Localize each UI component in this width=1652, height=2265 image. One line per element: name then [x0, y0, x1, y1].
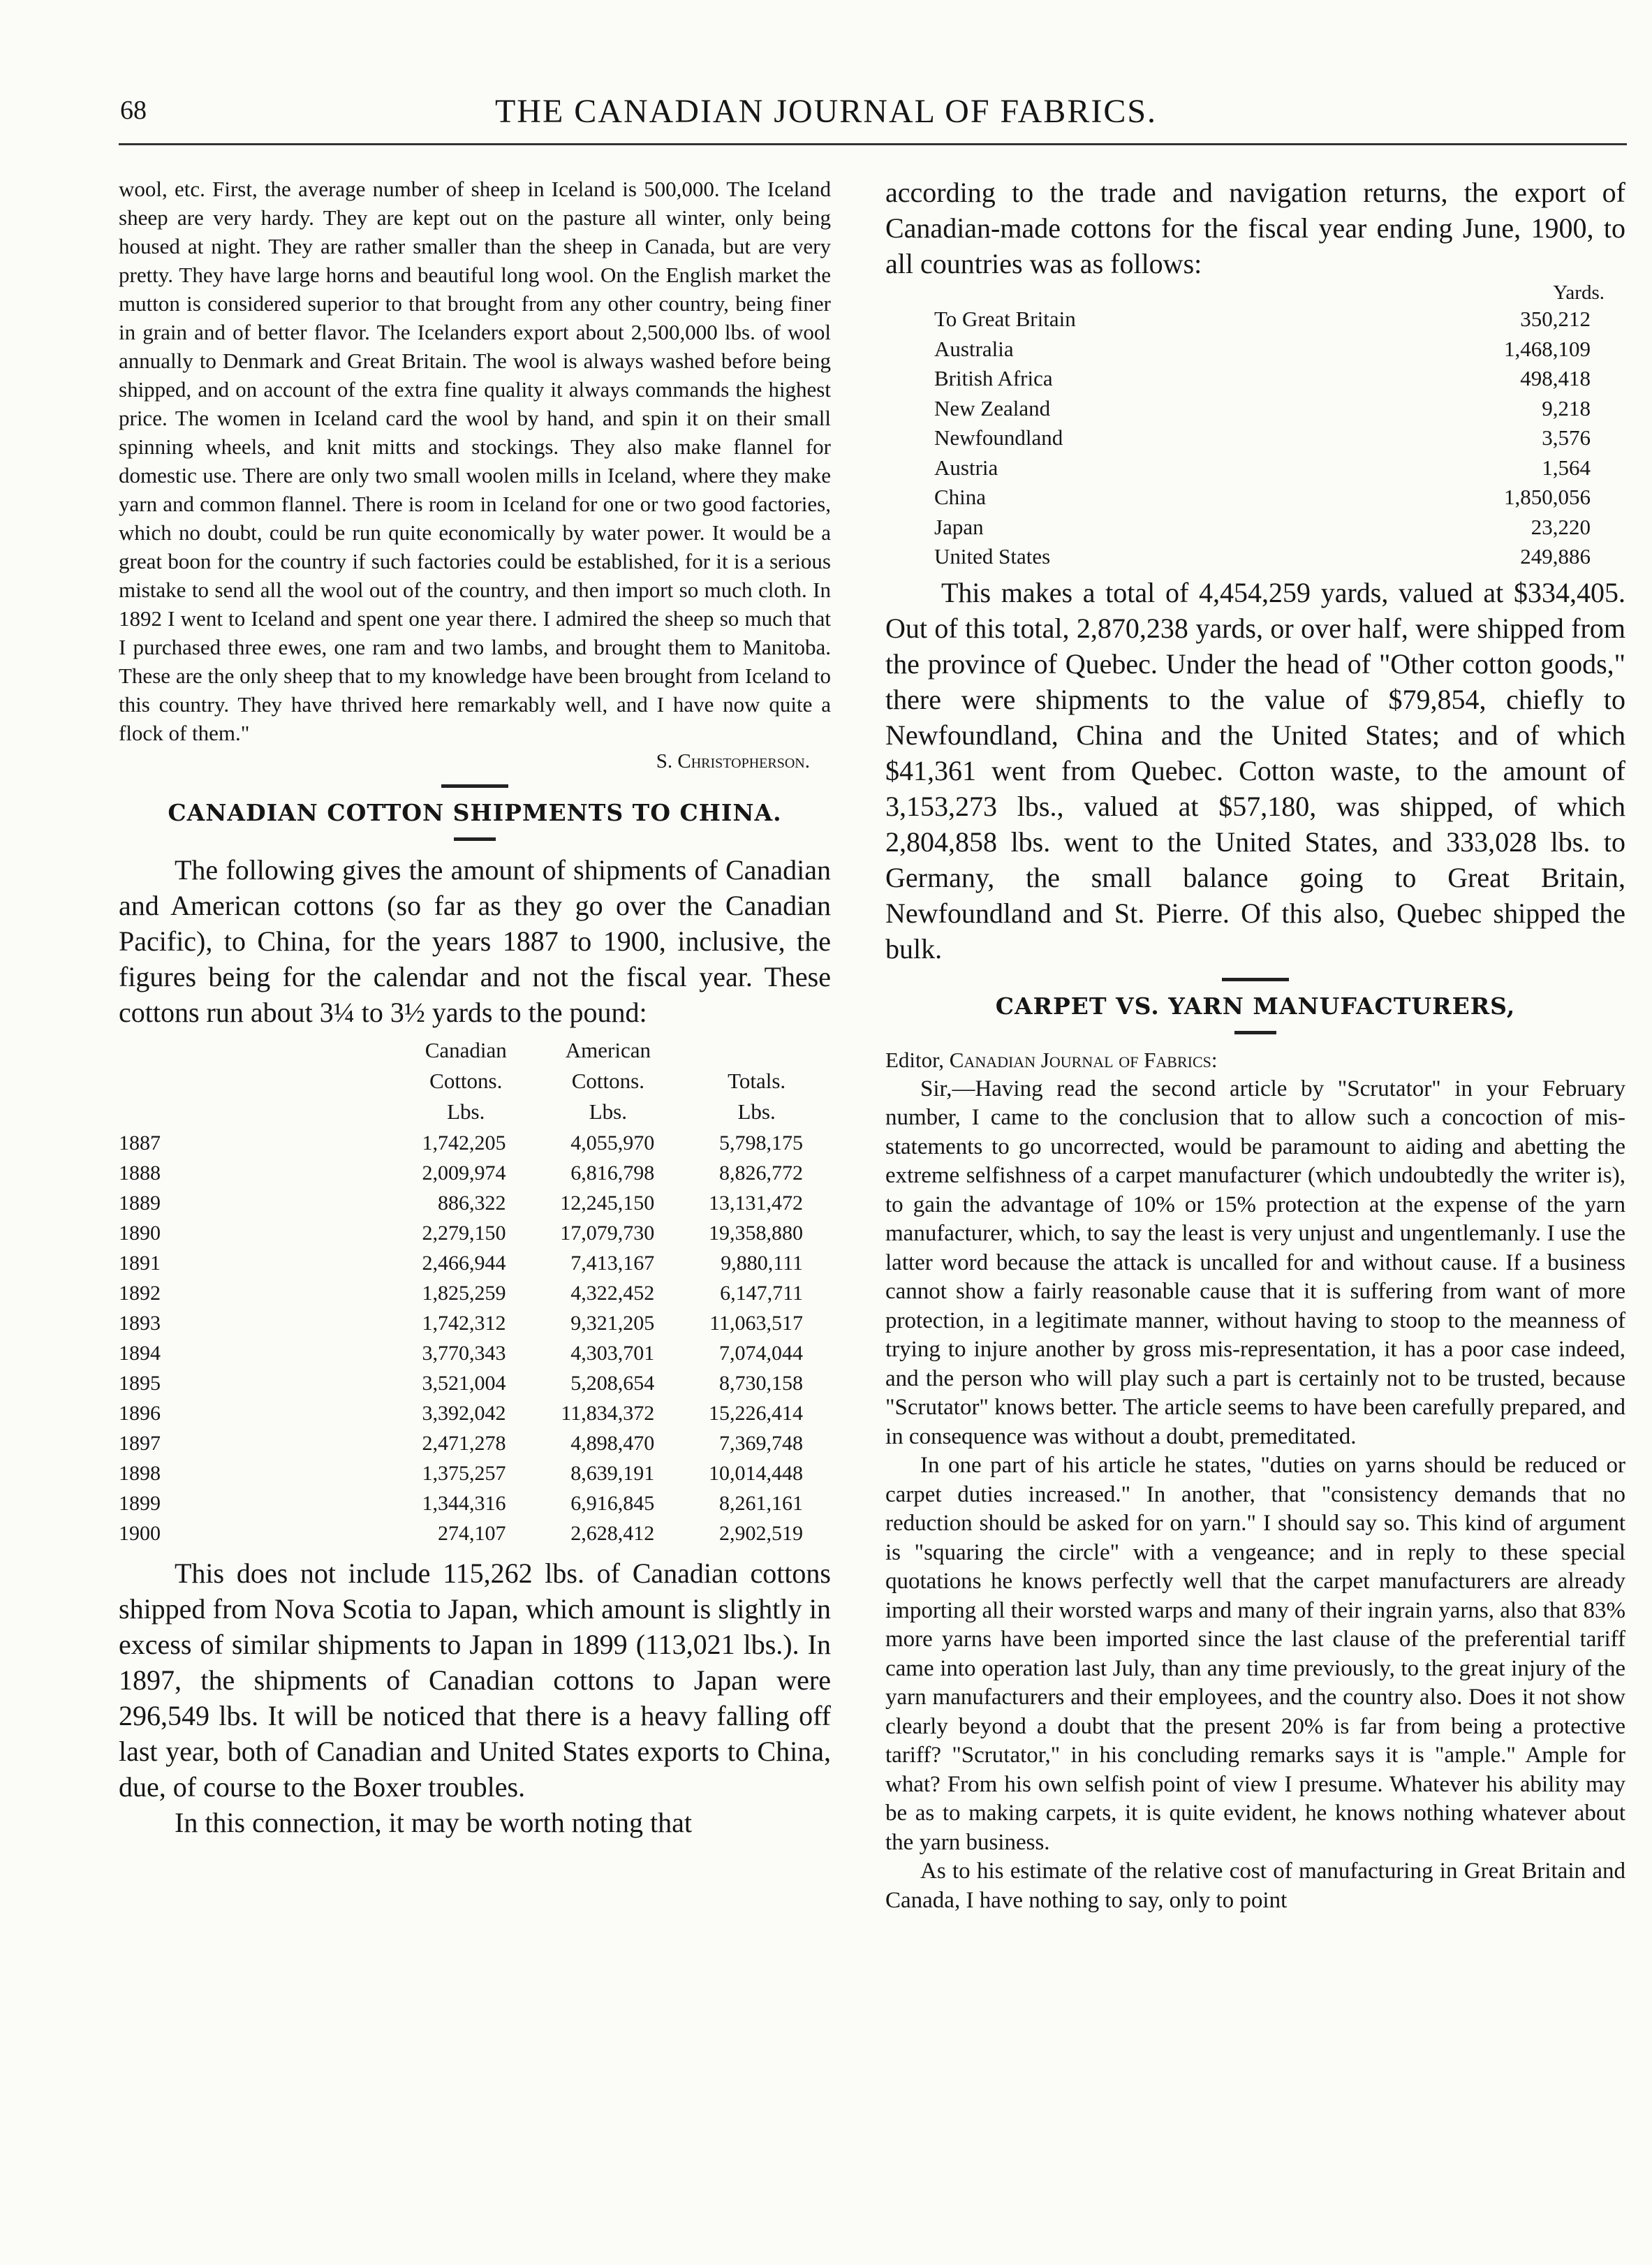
cell-american: 2,628,412	[570, 1521, 655, 1545]
cell-american: 4,055,970	[570, 1131, 655, 1155]
cell-canadian: 1,742,312	[422, 1311, 506, 1335]
export-row	[934, 453, 1591, 483]
export-yards: 1,468,109	[1504, 336, 1591, 361]
export-country: United States	[934, 544, 1051, 569]
cell-american: 4,303,701	[570, 1341, 655, 1365]
header-rule	[119, 143, 1627, 145]
header-american: American Cottons. Lbs.	[565, 1038, 651, 1124]
cell-canadian: 2,279,150	[422, 1221, 506, 1245]
cell-total: 6,147,711	[720, 1281, 803, 1305]
cell-total: 7,369,748	[719, 1431, 803, 1455]
cell-canadian: 3,521,004	[422, 1371, 506, 1395]
table-row	[119, 1338, 831, 1368]
cell-year: 1898	[119, 1461, 161, 1485]
cell-american: 5,208,654	[570, 1371, 655, 1395]
carpet-article-para3: As to his estimate of the relative cost of manufacturing in Great Britain and Canada, I have nothing to say, only to point	[885, 1859, 1625, 1913]
cell-total: 5,798,175	[719, 1131, 803, 1155]
export-row	[934, 542, 1591, 572]
cell-total: 15,226,414	[709, 1401, 803, 1425]
cotton-article-continued: according to the trade and navigation returns, the export of Canadian-made cottons for the fiscal year ending June, 1900, to all countries was as follows:	[885, 177, 1625, 279]
cell-canadian: 1,344,316	[422, 1491, 506, 1515]
export-yards: 249,886	[1520, 544, 1591, 569]
cell-american: 6,916,845	[570, 1491, 655, 1515]
cell-american: 9,321,205	[570, 1311, 655, 1335]
table-row	[119, 1158, 831, 1188]
iceland-letter-text: wool, etc. First, the average number of sheep in Iceland is 500,000. The Iceland sheep are very hardy. They are kept out on the pasture all winter, only being housed at night. They are rather smaller than the sheep in Canada, but are very pretty. They have large horns and beautiful long wool. On the English market the mutton is considered superior to that brought from any other country, being finer in grain and of better flavor. The Icelanders export about 2,500,000 lbs. of wool annually to Denmark and Great Britain. The wool is always washed before being shipped, and on account of the extra fine quality it always commands the highest price. The women in Iceland card the wool by hand, and spin it on their small spinning wheels, and knit mitts and stockings. They also make flannel for domestic use. There are only two small woolen mills in Iceland, where they make yarn and common flannel. There is room in Iceland for one or two good factories, which no doubt, could be run quite economically by water power. It would be a great boon for the country if such factories could be established, for it is a serious mistake to send all the wool out of the country, and then import so much cloth. In 1892 I went to Iceland and spent one year there. I admired the sheep so much that I purchased three ewes, one ram and two lambs, and brought them to Manitoba. These are the only sheep that to my knowledge have been brought from Iceland to this country. They have thrived here remarkably well, and I have now quite a flock of them."	[119, 177, 831, 745]
table-row	[119, 1428, 831, 1458]
export-row	[934, 335, 1591, 365]
cell-total: 10,014,448	[709, 1461, 803, 1485]
left-column	[119, 175, 831, 1840]
cell-canadian: 2,466,944	[422, 1251, 506, 1275]
export-country: Austria	[934, 455, 998, 480]
cell-year: 1895	[119, 1371, 161, 1395]
table-row	[119, 1128, 831, 1158]
cell-year: 1892	[119, 1281, 161, 1305]
export-country: China	[934, 485, 987, 510]
cell-canadian: 274,107	[438, 1521, 506, 1545]
cell-total: 8,730,158	[719, 1371, 803, 1395]
shipments-table	[119, 1034, 831, 1548]
section-divider	[1222, 978, 1289, 981]
exports-table	[934, 305, 1591, 572]
cell-total: 9,880,111	[721, 1251, 803, 1275]
cotton-article-title: CANADIAN COTTON SHIPMENTS TO CHINA.	[168, 799, 782, 826]
cell-canadian: 886,322	[438, 1191, 506, 1215]
export-country: British Africa	[934, 366, 1053, 391]
cell-american: 8,639,191	[570, 1461, 655, 1485]
cell-canadian: 2,471,278	[422, 1431, 506, 1455]
export-row	[934, 305, 1591, 335]
export-yards: 350,212	[1520, 307, 1591, 332]
header-canadian: Canadian Cottons. Lbs.	[425, 1038, 507, 1124]
page-number: 68	[120, 96, 147, 125]
cell-year: 1891	[119, 1251, 161, 1275]
cell-year: 1900	[119, 1521, 161, 1545]
export-yards: 1,564	[1542, 455, 1591, 480]
cell-canadian: 1,375,257	[422, 1461, 506, 1485]
cell-american: 4,898,470	[570, 1431, 655, 1455]
export-yards: 3,576	[1542, 425, 1591, 450]
cell-year: 1899	[119, 1491, 161, 1515]
export-yards: 498,418	[1520, 366, 1591, 391]
export-row	[934, 423, 1591, 453]
section-divider	[441, 784, 508, 788]
cell-canadian: 2,009,974	[422, 1161, 506, 1185]
export-row	[934, 394, 1591, 424]
table-row	[119, 1218, 831, 1248]
cotton-article-intro: The following gives the amount of shipments of Canadian and American cottons (so far as they go over the Canadian Pacific), to China, for the years 1887 to 1900, inclusive, the figures being for the calendar and not the fiscal year. These cottons run about 3¼ to 3½ yards to the pound:	[119, 854, 831, 1028]
cell-year: 1896	[119, 1401, 161, 1425]
cell-total: 19,358,880	[709, 1221, 803, 1245]
cell-canadian: 3,392,042	[422, 1401, 506, 1425]
cell-american: 7,413,167	[570, 1251, 655, 1275]
cell-canadian: 3,770,343	[422, 1341, 506, 1365]
cell-year: 1893	[119, 1311, 161, 1335]
export-yards: 23,220	[1531, 514, 1591, 539]
cell-year: 1894	[119, 1341, 161, 1365]
export-country: Newfoundland	[934, 425, 1063, 450]
cotton-article-para1: This does not include 115,262 lbs. of Canadian cottons shipped from Nova Scotia to Japan, which amount is slightly in excess of similar shipments to Japan in 1899 (113,021 lbs.). In 1897, the shipments of Canadian cottons to Japan were 296,549 lbs. It will be noticed that there is a heavy falling off last year, both of Canadian and United States exports to China, due, of course to the Boxer troubles.	[119, 1557, 831, 1803]
export-yards: 9,218	[1542, 395, 1591, 420]
title-divider	[454, 837, 496, 841]
export-yards: 1,850,056	[1504, 485, 1591, 510]
cell-total: 11,063,517	[709, 1311, 803, 1335]
title-divider	[1234, 1031, 1276, 1034]
salutation: Editor, Canadian Journal of Fabrics:	[885, 1047, 1218, 1072]
table-row	[119, 1248, 831, 1278]
cell-canadian: 1,742,205	[422, 1131, 506, 1155]
table-row	[119, 1458, 831, 1488]
cell-total: 8,261,161	[719, 1491, 803, 1515]
export-row	[934, 364, 1591, 394]
export-country: Japan	[934, 514, 984, 539]
table-row	[119, 1278, 831, 1308]
table-row	[119, 1488, 831, 1518]
export-country: Australia	[934, 336, 1014, 361]
cell-total: 2,902,519	[719, 1521, 803, 1545]
cell-american: 6,816,798	[570, 1161, 655, 1185]
cell-canadian: 1,825,259	[422, 1281, 506, 1305]
cell-year: 1889	[119, 1191, 161, 1215]
cell-total: 8,826,772	[719, 1161, 803, 1185]
cell-year: 1890	[119, 1221, 161, 1245]
header-year	[119, 1034, 398, 1128]
cell-american: 4,322,452	[570, 1281, 655, 1305]
header-totals: Totals. Lbs.	[728, 1069, 786, 1124]
table-row	[119, 1518, 831, 1548]
cell-american: 11,834,372	[561, 1401, 655, 1425]
cell-american: 17,079,730	[560, 1221, 655, 1245]
journal-title: THE CANADIAN JOURNAL OF FABRICS.	[494, 93, 1158, 130]
carpet-article-para1: Sir,—Having read the second article by "Scrutator" in your February number, I came to the conclusion that to allow such a concoction of mis-statements to go uncorrected, would be paramount to aiding and abetting the extreme selfishness of a carpet manufacturer (which undoubtedly the writer is), to gain the advantage of 10% or 15% protection at the expense of the yarn manufacturer, which, to say the least is very unjust and ungentlemanly. I use the latter word because the attack is uncalled for and without cause. If a business cannot show a fairly reasonable cause that it is suffering from want of more protection, in a legitimate manner, without having to stoop to the meanness of trying to injure another by gross mis-representation, it has a poor case indeed, and the person who will play such a part is certainly not to be trusted, because "Scrutator" knows better. The article seems to have been carefully prepared, and in consequence was without a doubt, premeditated.	[885, 1076, 1625, 1449]
table-row	[119, 1188, 831, 1218]
right-column	[885, 175, 1625, 1915]
cell-year: 1887	[119, 1131, 161, 1155]
cell-year: 1897	[119, 1431, 161, 1455]
export-row	[934, 483, 1591, 513]
table-row	[119, 1368, 831, 1398]
export-row	[934, 513, 1591, 543]
letter-signature: S. Christopherson.	[656, 750, 810, 772]
carpet-article-title: CARPET VS. YARN MANUFACTURERS,	[995, 992, 1516, 1020]
yards-label: Yards.	[1553, 281, 1605, 304]
export-country: New Zealand	[934, 395, 1051, 420]
cell-total: 7,074,044	[719, 1341, 803, 1365]
table-row	[119, 1398, 831, 1428]
cell-american: 12,245,150	[560, 1191, 655, 1215]
carpet-article-para2: In one part of his article he states, "duties on yarns should be reduced or carpet duties increased." In another, that "consistency demands that no reduction should be asked for on yarn." I should say so. This kind of argument is "squaring the circle" with a vengeance; and in reply to these special quotations he knows perfectly well that the carpet manufacturers are already importing all their worsted warps and many of their ingrain yarns, also that 83% more yarns have been imported since the last clause of the preferential tariff came into operation last July, than any time previously, to the great injury of the yarn manufacturers and their employees, and the country also. Does it not show clearly beyond a doubt that the present 20% is far from being a protective tariff? "Scrutator," in his concluding remarks says it is "ample." Ample for what? From his own selfish point of view I presume. Whatever his ability may be as to making carpets, it is quite evident, he knows nothing whatever about the yarn business.	[885, 1453, 1625, 1855]
cotton-article-para2: In this connection, it may be worth noting that	[175, 1807, 692, 1838]
table-row	[119, 1308, 831, 1338]
export-country: To Great Britain	[934, 307, 1076, 332]
cell-year: 1888	[119, 1161, 161, 1185]
cotton-article-para3: This makes a total of 4,454,259 yards, valued at $334,405. Out of this total, 2,870,238 yards, or over half, were shipped from the province of Quebec. Under the head of "Other cotton goods," there were shipments to the value of $79,854, chiefly to Newfoundland, China and the United States; and of which $41,361 went from Quebec. Cotton waste, to the amount of 3,153,273 lbs., valued at $57,180, was shipped, of which 2,804,858 lbs. went to the United States, and 333,028 lbs. to Germany, the small balance going to Great Britain, Newfoundland and St. Pierre. Of this also, Quebec shipped the bulk.	[885, 576, 1625, 965]
cell-total: 13,131,472	[709, 1191, 803, 1215]
